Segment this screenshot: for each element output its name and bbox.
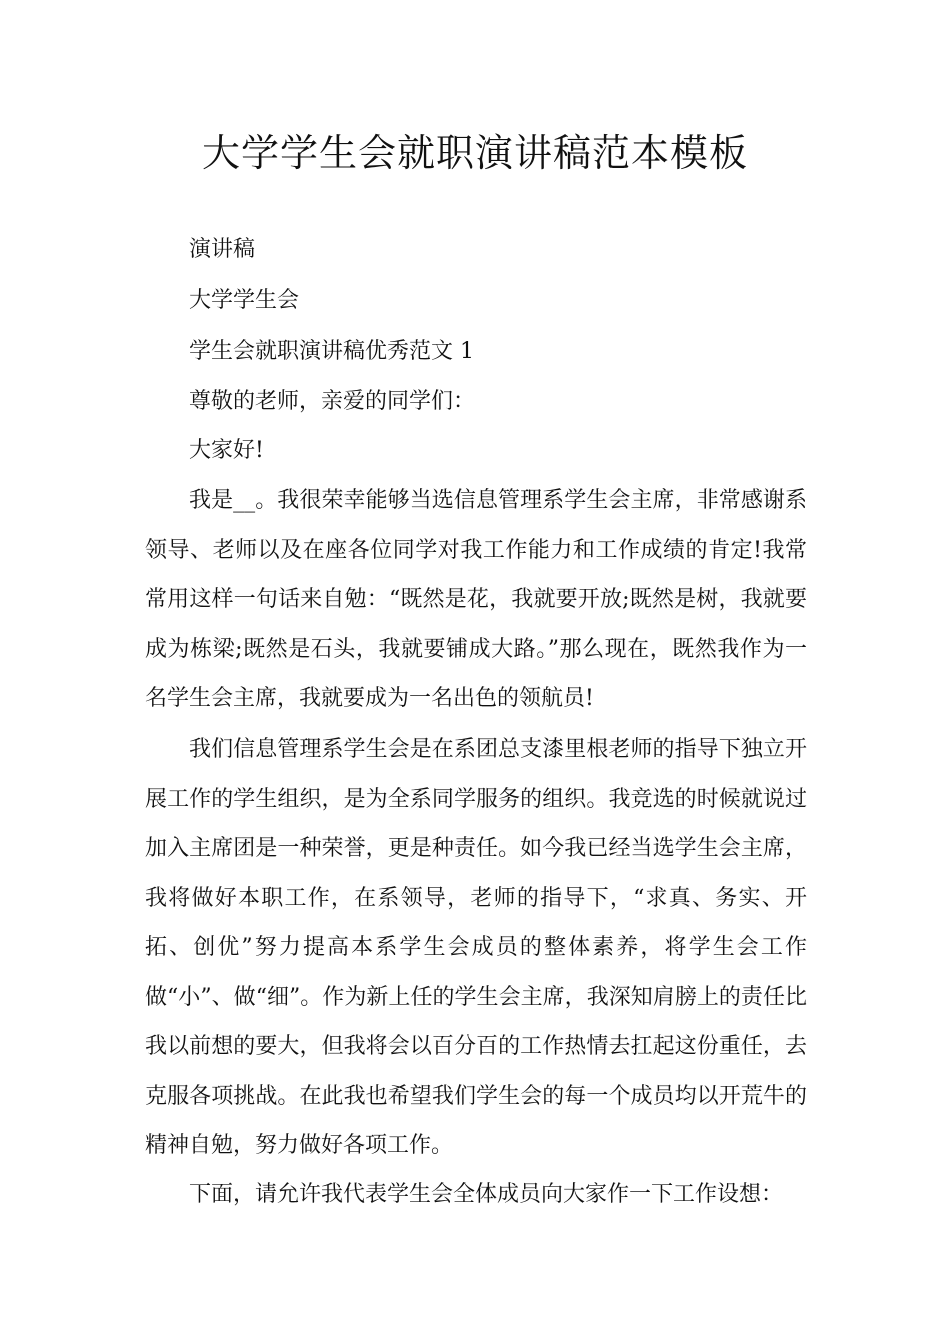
tag-student-union: 大学学生会 [189,288,300,313]
essay-title: 学生会就职演讲稿优秀范文 1 [189,339,474,364]
tag-speech: 演讲稿 [189,237,256,262]
document-title: 大学学生会就职演讲稿范本模板 [201,131,748,175]
salutation: 尊敬的老师，亲爱的同学们： [189,389,476,414]
greeting: 大家好! [189,438,264,463]
paragraph-1: 我是__。我很荣幸能够当选信息管理系学生会主席，非常感谢系领导、老师以及在座各位同学对我工作能力和工作成绩的肯定!我常常用这样一句话来自勉：“既然是花，我就要开放;既然是树，我就要成为栋梁;既然是石头，我就要铺成大路。”那么现在，既然我作为一名学生会主席，我就要成为一名出色的领航员! [145,488,807,711]
paragraph-3: 下面，请允许我代表学生会全体成员向大家作一下工作设想： [189,1182,784,1207]
paragraph-2: 我们信息管理系学生会是在系团总支漆里根老师的指导下独立开展工作的学生组织，是为全系同学服务的组织。我竞选的时候就说过加入主席团是一种荣誉，更是种责任。如今我已经当选学生会主席，我将做好本职工作，在系领导，老师的指导下，“求真、务实、开拓、创优”努力提高本系学生会成员的整体素养，将学生会工作做“小”、做“细”。作为新上任的学生会主席，我深知肩膀上的责任比我以前想的要大，但我将会以百分百的工作热情去扛起这份重任，去克服各项挑战。在此我也希望我们学生会的每一个成员均以开荒牛的精神自勉，努力做好各项工作。 [145,737,807,1158]
